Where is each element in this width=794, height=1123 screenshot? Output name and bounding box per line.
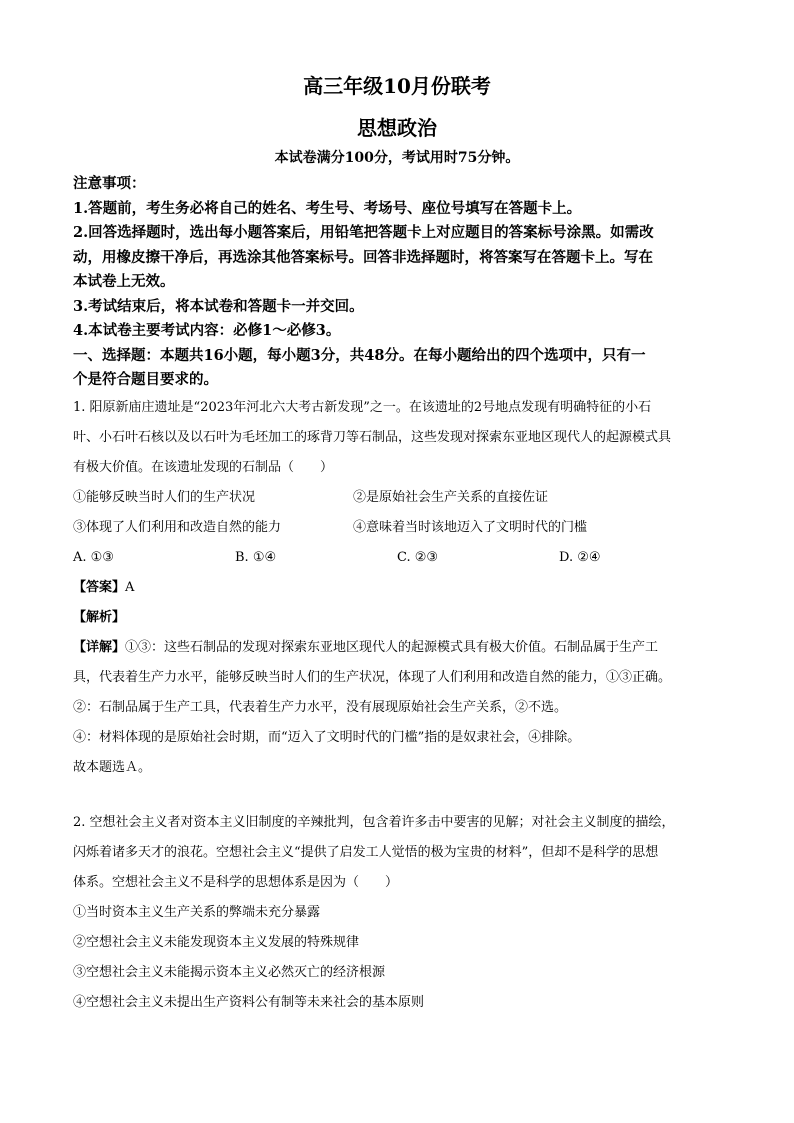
notice-item-2-line-3: 本试卷上无效。	[73, 273, 175, 290]
notice-item-2-line-1: 2.回答选择题时，选出每小题答案后，用铅笔把答题卡上对应题目的答案标号涂黑。如需改	[73, 224, 654, 241]
section-heading-line-2: 个是符合题目要求的。	[73, 371, 218, 388]
question-2	[73, 808, 723, 1018]
question-1-stem-line-1: 1. 阳原新庙庄遗址是“2023年河北六大考古新发现”之一。在该遗址的2号地点发现有明确特征的小石	[73, 400, 652, 415]
notice-section	[73, 172, 723, 393]
notice-item-3: 3.考试结束后，将本试卷和答题卡一并交回。	[73, 297, 364, 315]
statement-1: ①能够反映当时人们的生产状况	[73, 490, 256, 505]
question-2-statement-4: ④空想社会主义未提出生产资料公有制等未来社会的基本原则	[73, 995, 425, 1010]
exam-info: 本试卷满分100分，考试用时75分钟。	[274, 150, 520, 166]
notice-item-4: 4.本试卷主要考试内容：必修1～必修3。	[73, 322, 341, 339]
question-2-statement-3: ③空想社会主义未能揭示资本主义必然灭亡的经济根源	[73, 965, 386, 980]
question-2-stem-line-3: 体系。空想社会主义不是科学的思想体系是因为（ ）	[73, 875, 399, 890]
choice-d: D. ②④	[559, 550, 601, 565]
detail-text-1: ①③：这些石制品的发现对探索东亚地区现代人的起源模式具有极大价值。石制品属于生产工	[125, 640, 659, 655]
question-1-choices	[73, 543, 723, 573]
detail-line-2: 具，代表着生产力水平，能够反映当时人们的生产状况，体现了人们利用和改造自然的能力，①③正确。	[73, 670, 672, 685]
answer-line	[73, 573, 723, 603]
choice-c: C. ②③	[397, 550, 439, 565]
section-heading-line-1: 一、选择题：本题共16小题，每小题3分，共48分。在每小题给出的四个选项中，只有一	[73, 346, 646, 364]
question-1-statements-row-1	[73, 483, 723, 513]
subject-title: 思想政治	[357, 116, 437, 140]
statement-3: ③体现了人们利用和改造自然的能力	[73, 520, 282, 535]
conclusion-line: 故本题选Ａ。	[73, 760, 152, 775]
notice-item-2-line-2: 动，用橡皮擦干净后，再选涂其他答案标号。回答非选择题时，将答案写在答题卡上。写在	[73, 248, 653, 266]
answer-tag: 【答案】	[73, 580, 126, 595]
question-2-stem-line-2: 闪烁着诸多天才的浪花。空想社会主义“提供了启发工人觉悟的极为宝贵的材料”，但却不是科学的思想	[73, 845, 659, 860]
detail-line-4: ④：材料体现的是原始社会时期，而“迈入了文明时代的门槛”指的是奴隶社会，④排除。	[73, 730, 581, 745]
notice-heading: 注意事项：	[73, 175, 146, 192]
detail-line-3: ②：石制品属于生产工具，代表着生产力水平，没有展现原始社会生产关系，②不选。	[73, 700, 568, 715]
detail-tag: 【详解】	[73, 640, 126, 655]
question-2-stem-line-1: 2. 空想社会主义者对资本主义旧制度的辛辣批判，包含着许多击中要害的见解；对社会主义制度的描绘，	[73, 815, 675, 830]
answer-value: A	[125, 580, 135, 595]
statement-4: ④意味着当时该地迈入了文明时代的门槛	[353, 520, 588, 535]
question-2-statement-1: ①当时资本主义生产关系的弊端未充分暴露	[73, 905, 321, 920]
statement-2: ②是原始社会生产关系的直接佐证	[353, 490, 549, 505]
question-1	[73, 393, 723, 783]
analysis-tag: 【解析】	[73, 610, 126, 625]
detail-line-1	[73, 633, 723, 663]
question-2-statement-2: ②空想社会主义未能发现资本主义发展的特殊规律	[73, 935, 360, 950]
question-1-stem-line-2: 叶、小石叶石核以及以石叶为毛坯加工的琢背刀等石制品，这些发现对探索东亚地区现代人的起源模式具	[73, 430, 672, 445]
choice-b: B. ①④	[235, 550, 277, 565]
exam-title: 高三年级10月份联考	[303, 74, 491, 98]
notice-item-1: 1.答题前，考生务必将自己的姓名、考生号、考场号、座位号填写在答题卡上。	[73, 199, 582, 217]
choice-a: A. ①③	[73, 550, 114, 565]
question-1-stem-line-3: 有极大价值。在该遗址发现的石制品（ ）	[73, 460, 334, 475]
question-1-statements-row-2	[73, 513, 723, 543]
